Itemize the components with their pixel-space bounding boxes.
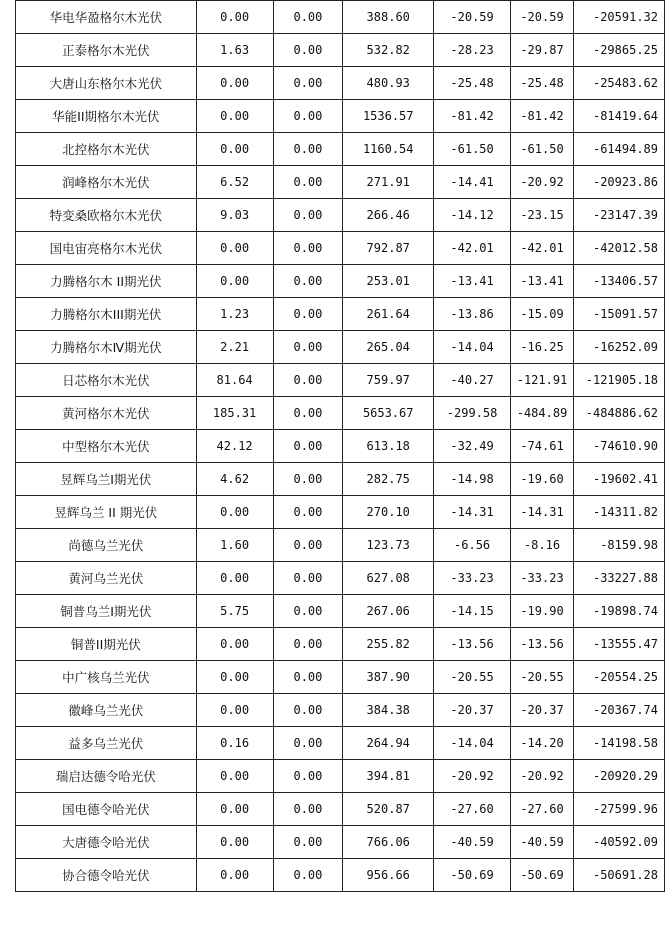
value-cell: -19.60 xyxy=(511,463,574,496)
value-cell: -14.20 xyxy=(511,727,574,760)
value-cell: -15.09 xyxy=(511,298,574,331)
value-cell: -13.86 xyxy=(434,298,511,331)
value-cell: 792.87 xyxy=(343,232,434,265)
value-cell: 480.93 xyxy=(343,67,434,100)
table-row xyxy=(16,661,665,694)
value-cell: 0.00 xyxy=(196,826,273,859)
value-cell: 0.00 xyxy=(196,67,273,100)
value-cell: -32.49 xyxy=(434,430,511,463)
value-cell: -50691.28 xyxy=(573,859,664,892)
value-cell: 0.00 xyxy=(273,430,343,463)
station-name-cell: 华能II期格尔木光伏 xyxy=(16,100,197,133)
value-cell: 0.00 xyxy=(273,265,343,298)
value-cell: 0.00 xyxy=(196,265,273,298)
station-name-cell: 黄河乌兰光伏 xyxy=(16,562,197,595)
value-cell: -8159.98 xyxy=(573,529,664,562)
value-cell: 384.38 xyxy=(343,694,434,727)
value-cell: 0.00 xyxy=(273,463,343,496)
table-row xyxy=(16,397,665,430)
station-name-cell: 协合德令哈光伏 xyxy=(16,859,197,892)
value-cell: 766.06 xyxy=(343,826,434,859)
value-cell: 1.23 xyxy=(196,298,273,331)
station-name-cell: 力腾格尔木 II期光伏 xyxy=(16,265,197,298)
table-row xyxy=(16,529,665,562)
station-name-cell: 日芯格尔木光伏 xyxy=(16,364,197,397)
value-cell: -14.15 xyxy=(434,595,511,628)
value-cell: -74610.90 xyxy=(573,430,664,463)
table-row xyxy=(16,67,665,100)
value-cell: 0.00 xyxy=(273,529,343,562)
station-name-cell: 大唐德令哈光伏 xyxy=(16,826,197,859)
value-cell: 0.00 xyxy=(273,34,343,67)
value-cell: -29865.25 xyxy=(573,34,664,67)
value-cell: 255.82 xyxy=(343,628,434,661)
table-row xyxy=(16,826,665,859)
value-cell: -42.01 xyxy=(434,232,511,265)
value-cell: -27.60 xyxy=(511,793,574,826)
table-row xyxy=(16,34,665,67)
value-cell: -33.23 xyxy=(511,562,574,595)
value-cell: -61494.89 xyxy=(573,133,664,166)
value-cell: -61.50 xyxy=(511,133,574,166)
value-cell: 267.06 xyxy=(343,595,434,628)
value-cell: -40.27 xyxy=(434,364,511,397)
value-cell: -13.56 xyxy=(434,628,511,661)
value-cell: -20920.29 xyxy=(573,760,664,793)
value-cell: -14.31 xyxy=(434,496,511,529)
value-cell: -25.48 xyxy=(511,67,574,100)
value-cell: 0.00 xyxy=(196,496,273,529)
value-cell: -23147.39 xyxy=(573,199,664,232)
value-cell: -13555.47 xyxy=(573,628,664,661)
value-cell: -23.15 xyxy=(511,199,574,232)
value-cell: 2.21 xyxy=(196,331,273,364)
station-name-cell: 润峰格尔木光伏 xyxy=(16,166,197,199)
value-cell: 532.82 xyxy=(343,34,434,67)
station-name-cell: 昱辉乌兰 II 期光伏 xyxy=(16,496,197,529)
value-cell: 271.91 xyxy=(343,166,434,199)
value-cell: 0.00 xyxy=(273,331,343,364)
value-cell: 0.00 xyxy=(273,661,343,694)
value-cell: -20.92 xyxy=(511,166,574,199)
station-name-cell: 铜普乌兰Ⅰ期光伏 xyxy=(16,595,197,628)
value-cell: 264.94 xyxy=(343,727,434,760)
table-row xyxy=(16,595,665,628)
value-cell: 759.97 xyxy=(343,364,434,397)
value-cell: -20.59 xyxy=(434,1,511,34)
value-cell: 0.00 xyxy=(273,793,343,826)
value-cell: -20554.25 xyxy=(573,661,664,694)
value-cell: -40.59 xyxy=(511,826,574,859)
value-cell: -20.59 xyxy=(511,1,574,34)
table-body xyxy=(16,1,665,892)
value-cell: -33227.88 xyxy=(573,562,664,595)
table-row xyxy=(16,232,665,265)
value-cell: 627.08 xyxy=(343,562,434,595)
value-cell: 0.00 xyxy=(273,859,343,892)
value-cell: 9.03 xyxy=(196,199,273,232)
value-cell: 0.00 xyxy=(196,100,273,133)
table-row xyxy=(16,859,665,892)
station-name-cell: 中广核乌兰光伏 xyxy=(16,661,197,694)
value-cell: -20.37 xyxy=(511,694,574,727)
value-cell: -14.04 xyxy=(434,331,511,364)
table-row xyxy=(16,331,665,364)
table-row xyxy=(16,760,665,793)
value-cell: 4.62 xyxy=(196,463,273,496)
value-cell: -74.61 xyxy=(511,430,574,463)
value-cell: 282.75 xyxy=(343,463,434,496)
value-cell: -14.31 xyxy=(511,496,574,529)
station-name-cell: 力腾格尔木III期光伏 xyxy=(16,298,197,331)
value-cell: 0.00 xyxy=(273,727,343,760)
value-cell: -121.91 xyxy=(511,364,574,397)
value-cell: 956.66 xyxy=(343,859,434,892)
station-name-cell: 铜普II期光伏 xyxy=(16,628,197,661)
value-cell: 270.10 xyxy=(343,496,434,529)
table-row xyxy=(16,628,665,661)
station-name-cell: 瑞启达德令哈光伏 xyxy=(16,760,197,793)
value-cell: 0.00 xyxy=(273,364,343,397)
value-cell: 0.00 xyxy=(273,595,343,628)
table-row xyxy=(16,100,665,133)
value-cell: 0.00 xyxy=(196,628,273,661)
value-cell: 0.00 xyxy=(273,826,343,859)
value-cell: -40592.09 xyxy=(573,826,664,859)
value-cell: 1160.54 xyxy=(343,133,434,166)
value-cell: 0.00 xyxy=(273,232,343,265)
value-cell: -299.58 xyxy=(434,397,511,430)
value-cell: -50.69 xyxy=(511,859,574,892)
value-cell: 42.12 xyxy=(196,430,273,463)
value-cell: 0.00 xyxy=(196,1,273,34)
value-cell: 0.00 xyxy=(273,628,343,661)
value-cell: 266.46 xyxy=(343,199,434,232)
value-cell: 185.31 xyxy=(196,397,273,430)
value-cell: 0.00 xyxy=(273,133,343,166)
station-name-cell: 昱辉乌兰Ⅰ期光伏 xyxy=(16,463,197,496)
value-cell: -20.55 xyxy=(434,661,511,694)
value-cell: 0.00 xyxy=(196,133,273,166)
value-cell: 0.00 xyxy=(273,562,343,595)
value-cell: 0.16 xyxy=(196,727,273,760)
value-cell: -28.23 xyxy=(434,34,511,67)
value-cell: -40.59 xyxy=(434,826,511,859)
station-name-cell: 中型格尔木光伏 xyxy=(16,430,197,463)
value-cell: -20.55 xyxy=(511,661,574,694)
table-row xyxy=(16,298,665,331)
value-cell: 394.81 xyxy=(343,760,434,793)
value-cell: 265.04 xyxy=(343,331,434,364)
value-cell: -20.92 xyxy=(434,760,511,793)
value-cell: -16252.09 xyxy=(573,331,664,364)
value-cell: 387.90 xyxy=(343,661,434,694)
value-cell: -484.89 xyxy=(511,397,574,430)
value-cell: -81.42 xyxy=(434,100,511,133)
value-cell: -6.56 xyxy=(434,529,511,562)
value-cell: 613.18 xyxy=(343,430,434,463)
value-cell: -13406.57 xyxy=(573,265,664,298)
value-cell: 1.63 xyxy=(196,34,273,67)
station-name-cell: 北控格尔木光伏 xyxy=(16,133,197,166)
value-cell: -50.69 xyxy=(434,859,511,892)
value-cell: 123.73 xyxy=(343,529,434,562)
station-name-cell: 尚德乌兰光伏 xyxy=(16,529,197,562)
value-cell: 0.00 xyxy=(273,1,343,34)
value-cell: 0.00 xyxy=(273,760,343,793)
value-cell: 0.00 xyxy=(273,694,343,727)
value-cell: -14.41 xyxy=(434,166,511,199)
value-cell: -27.60 xyxy=(434,793,511,826)
value-cell: 6.52 xyxy=(196,166,273,199)
value-cell: -81419.64 xyxy=(573,100,664,133)
table-row xyxy=(16,793,665,826)
value-cell: -14198.58 xyxy=(573,727,664,760)
value-cell: 520.87 xyxy=(343,793,434,826)
value-cell: 0.00 xyxy=(196,859,273,892)
value-cell: 0.00 xyxy=(273,166,343,199)
value-cell: 0.00 xyxy=(273,100,343,133)
value-cell: 0.00 xyxy=(196,232,273,265)
table-row xyxy=(16,133,665,166)
station-name-cell: 大唐山东格尔木光伏 xyxy=(16,67,197,100)
value-cell: 0.00 xyxy=(273,397,343,430)
value-cell: 388.60 xyxy=(343,1,434,34)
value-cell: 0.00 xyxy=(196,793,273,826)
value-cell: -42012.58 xyxy=(573,232,664,265)
value-cell: 1.60 xyxy=(196,529,273,562)
value-cell: 81.64 xyxy=(196,364,273,397)
value-cell: 253.01 xyxy=(343,265,434,298)
value-cell: -484886.62 xyxy=(573,397,664,430)
value-cell: -13.41 xyxy=(434,265,511,298)
station-name-cell: 黄河格尔木光伏 xyxy=(16,397,197,430)
value-cell: -19898.74 xyxy=(573,595,664,628)
value-cell: 0.00 xyxy=(196,562,273,595)
station-name-cell: 国电宙亮格尔木光伏 xyxy=(16,232,197,265)
value-cell: 5.75 xyxy=(196,595,273,628)
value-cell: -20591.32 xyxy=(573,1,664,34)
value-cell: 1536.57 xyxy=(343,100,434,133)
value-cell: 0.00 xyxy=(196,661,273,694)
value-cell: -15091.57 xyxy=(573,298,664,331)
table-row xyxy=(16,463,665,496)
value-cell: -33.23 xyxy=(434,562,511,595)
value-cell: 0.00 xyxy=(273,298,343,331)
table-row xyxy=(16,727,665,760)
value-cell: -14.04 xyxy=(434,727,511,760)
table-row xyxy=(16,694,665,727)
value-cell: -20923.86 xyxy=(573,166,664,199)
value-cell: 0.00 xyxy=(196,760,273,793)
station-name-cell: 国电德令哈光伏 xyxy=(16,793,197,826)
table-row xyxy=(16,265,665,298)
value-cell: -20.92 xyxy=(511,760,574,793)
value-cell: -14.98 xyxy=(434,463,511,496)
value-cell: -25483.62 xyxy=(573,67,664,100)
station-name-cell: 力腾格尔木Ⅳ期光伏 xyxy=(16,331,197,364)
value-cell: -16.25 xyxy=(511,331,574,364)
value-cell: 261.64 xyxy=(343,298,434,331)
value-cell: -42.01 xyxy=(511,232,574,265)
value-cell: 5653.67 xyxy=(343,397,434,430)
value-cell: 0.00 xyxy=(196,694,273,727)
value-cell: -8.16 xyxy=(511,529,574,562)
station-name-cell: 益多乌兰光伏 xyxy=(16,727,197,760)
value-cell: -14.12 xyxy=(434,199,511,232)
value-cell: -19.90 xyxy=(511,595,574,628)
value-cell: -19602.41 xyxy=(573,463,664,496)
settlement-table xyxy=(15,0,665,892)
table-row xyxy=(16,562,665,595)
station-name-cell: 特变桑欧格尔木光伏 xyxy=(16,199,197,232)
value-cell: 0.00 xyxy=(273,67,343,100)
station-name-cell: 正泰格尔木光伏 xyxy=(16,34,197,67)
table-row xyxy=(16,430,665,463)
table-row xyxy=(16,364,665,397)
table-row xyxy=(16,1,665,34)
value-cell: -13.56 xyxy=(511,628,574,661)
value-cell: -14311.82 xyxy=(573,496,664,529)
value-cell: -13.41 xyxy=(511,265,574,298)
value-cell: -121905.18 xyxy=(573,364,664,397)
value-cell: -61.50 xyxy=(434,133,511,166)
value-cell: -25.48 xyxy=(434,67,511,100)
station-name-cell: 华电华盈格尔木光伏 xyxy=(16,1,197,34)
table-row xyxy=(16,199,665,232)
value-cell: -20367.74 xyxy=(573,694,664,727)
value-cell: 0.00 xyxy=(273,199,343,232)
value-cell: 0.00 xyxy=(273,496,343,529)
value-cell: -20.37 xyxy=(434,694,511,727)
value-cell: -29.87 xyxy=(511,34,574,67)
station-name-cell: 徽峰乌兰光伏 xyxy=(16,694,197,727)
value-cell: -27599.96 xyxy=(573,793,664,826)
table-row xyxy=(16,166,665,199)
value-cell: -81.42 xyxy=(511,100,574,133)
table-row xyxy=(16,496,665,529)
